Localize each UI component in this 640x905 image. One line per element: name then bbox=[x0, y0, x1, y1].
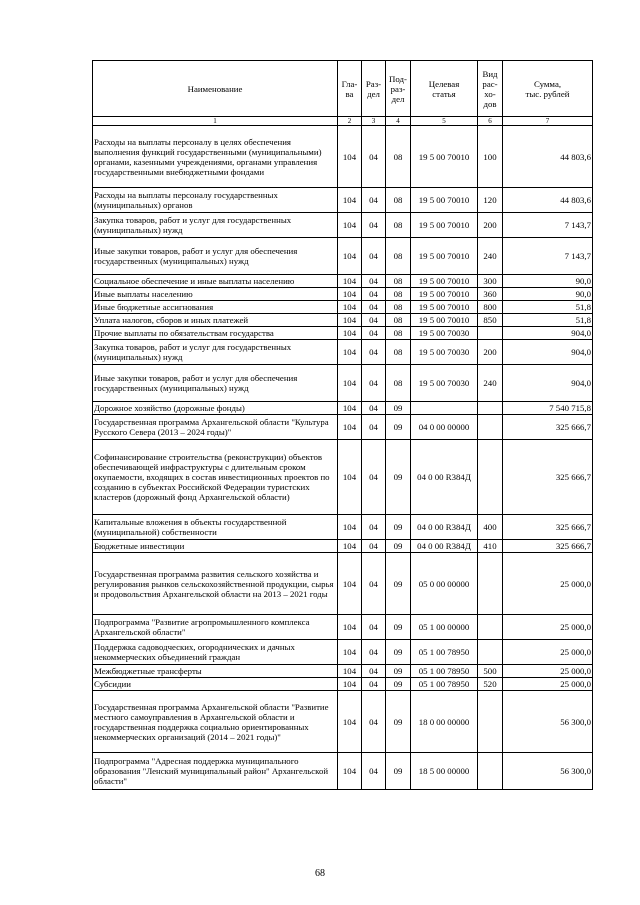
row-chapter: 104 bbox=[338, 275, 362, 288]
row-expense-type: 240 bbox=[478, 238, 503, 275]
row-expense-type: 240 bbox=[478, 365, 503, 402]
row-chapter: 104 bbox=[338, 238, 362, 275]
row-expense-type: 410 bbox=[478, 540, 503, 553]
row-sum: 25 000,0 bbox=[503, 615, 593, 640]
row-target-article bbox=[411, 402, 478, 415]
row-name: Расходы на выплаты персоналу в целях обеспечения выполнения функций государственными (муниципальными) органами, казенными учреждениями, органами управления государственными внебюджетными фондами bbox=[93, 126, 338, 188]
row-sum: 25 000,0 bbox=[503, 665, 593, 678]
row-subsection: 09 bbox=[386, 615, 411, 640]
row-name: Капитальные вложения в объекты государственной (муниципальной) собственности bbox=[93, 515, 338, 540]
row-sum: 904,0 bbox=[503, 365, 593, 402]
row-name: Бюджетные инвестиции bbox=[93, 540, 338, 553]
row-sum: 7 540 715,8 bbox=[503, 402, 593, 415]
table-row bbox=[93, 665, 593, 678]
row-name: Дорожное хозяйство (дорожные фонды) bbox=[93, 402, 338, 415]
table-row bbox=[93, 188, 593, 213]
header-sum: Сумма, тыс. рублей bbox=[503, 61, 593, 117]
table-body bbox=[93, 126, 593, 790]
row-subsection: 09 bbox=[386, 678, 411, 691]
row-subsection: 08 bbox=[386, 238, 411, 275]
row-chapter: 104 bbox=[338, 753, 362, 790]
row-section: 04 bbox=[362, 213, 386, 238]
row-target-article: 19 5 00 70030 bbox=[411, 365, 478, 402]
row-chapter: 104 bbox=[338, 365, 362, 402]
table-row bbox=[93, 753, 593, 790]
row-target-article: 04 0 00 00000 bbox=[411, 415, 478, 440]
table-row bbox=[93, 340, 593, 365]
header-subsection: Под- раз- дел bbox=[386, 61, 411, 117]
column-numbers-row bbox=[93, 117, 593, 126]
row-subsection: 08 bbox=[386, 275, 411, 288]
row-subsection: 08 bbox=[386, 213, 411, 238]
row-subsection: 08 bbox=[386, 365, 411, 402]
row-target-article: 18 5 00 00000 bbox=[411, 753, 478, 790]
row-expense-type bbox=[478, 415, 503, 440]
row-section: 04 bbox=[362, 665, 386, 678]
row-section: 04 bbox=[362, 340, 386, 365]
table-header bbox=[93, 61, 593, 126]
header-section: Раз- дел bbox=[362, 61, 386, 117]
row-chapter: 104 bbox=[338, 301, 362, 314]
row-name: Прочие выплаты по обязательствам государства bbox=[93, 327, 338, 340]
row-section: 04 bbox=[362, 615, 386, 640]
row-section: 04 bbox=[362, 553, 386, 615]
row-expense-type: 500 bbox=[478, 665, 503, 678]
row-chapter: 104 bbox=[338, 288, 362, 301]
row-subsection: 09 bbox=[386, 691, 411, 753]
row-chapter: 104 bbox=[338, 314, 362, 327]
table-row bbox=[93, 365, 593, 402]
row-subsection: 09 bbox=[386, 415, 411, 440]
row-target-article: 18 0 00 00000 bbox=[411, 691, 478, 753]
row-sum: 7 143,7 bbox=[503, 238, 593, 275]
row-section: 04 bbox=[362, 753, 386, 790]
row-name: Субсидии bbox=[93, 678, 338, 691]
row-target-article: 04 0 00 R384Д bbox=[411, 440, 478, 515]
row-target-article: 19 5 00 70010 bbox=[411, 288, 478, 301]
row-sum: 25 000,0 bbox=[503, 553, 593, 615]
table-row bbox=[93, 126, 593, 188]
row-section: 04 bbox=[362, 301, 386, 314]
table-row bbox=[93, 301, 593, 314]
row-chapter: 104 bbox=[338, 691, 362, 753]
row-expense-type: 100 bbox=[478, 126, 503, 188]
table-row bbox=[93, 678, 593, 691]
row-name: Иные бюджетные ассигнования bbox=[93, 301, 338, 314]
column-number: 3 bbox=[362, 117, 386, 126]
row-chapter: 104 bbox=[338, 615, 362, 640]
row-section: 04 bbox=[362, 314, 386, 327]
table-row bbox=[93, 327, 593, 340]
row-subsection: 08 bbox=[386, 188, 411, 213]
table-row bbox=[93, 213, 593, 238]
row-expense-type: 300 bbox=[478, 275, 503, 288]
table-row bbox=[93, 238, 593, 275]
row-sum: 325 666,7 bbox=[503, 440, 593, 515]
row-sum: 44 803,6 bbox=[503, 188, 593, 213]
row-sum: 7 143,7 bbox=[503, 213, 593, 238]
row-section: 04 bbox=[362, 327, 386, 340]
row-chapter: 104 bbox=[338, 678, 362, 691]
row-chapter: 104 bbox=[338, 553, 362, 615]
column-number: 2 bbox=[338, 117, 362, 126]
row-expense-type: 520 bbox=[478, 678, 503, 691]
row-subsection: 09 bbox=[386, 753, 411, 790]
row-subsection: 09 bbox=[386, 640, 411, 665]
row-expense-type: 360 bbox=[478, 288, 503, 301]
column-number: 7 bbox=[503, 117, 593, 126]
row-name: Государственная программа развития сельского хозяйства и регулирования рынков сельскохозяйственной продукции, сырья и продовольствия Архангельской области на 2013 – 2021 годы bbox=[93, 553, 338, 615]
column-number: 5 bbox=[411, 117, 478, 126]
row-name: Иные выплаты населению bbox=[93, 288, 338, 301]
row-section: 04 bbox=[362, 640, 386, 665]
table-row bbox=[93, 288, 593, 301]
row-expense-type bbox=[478, 753, 503, 790]
row-subsection: 09 bbox=[386, 553, 411, 615]
row-name: Поддержка садоводческих, огороднических и дачных некоммерческих объединений граждан bbox=[93, 640, 338, 665]
row-name: Межбюджетные трансферты bbox=[93, 665, 338, 678]
row-name: Социальное обеспечение и иные выплаты населению bbox=[93, 275, 338, 288]
row-sum: 904,0 bbox=[503, 340, 593, 365]
row-expense-type: 120 bbox=[478, 188, 503, 213]
row-subsection: 09 bbox=[386, 665, 411, 678]
row-chapter: 104 bbox=[338, 640, 362, 665]
row-expense-type bbox=[478, 402, 503, 415]
row-expense-type: 200 bbox=[478, 340, 503, 365]
row-target-article: 19 5 00 70030 bbox=[411, 327, 478, 340]
row-section: 04 bbox=[362, 678, 386, 691]
row-section: 04 bbox=[362, 238, 386, 275]
row-subsection: 08 bbox=[386, 327, 411, 340]
row-expense-type: 400 bbox=[478, 515, 503, 540]
row-target-article: 19 5 00 70030 bbox=[411, 340, 478, 365]
table-row bbox=[93, 515, 593, 540]
row-name: Расходы на выплаты персоналу государственных (муниципальных) органов bbox=[93, 188, 338, 213]
row-target-article: 04 0 00 R384Д bbox=[411, 540, 478, 553]
row-target-article: 19 5 00 70010 bbox=[411, 238, 478, 275]
column-number: 4 bbox=[386, 117, 411, 126]
row-section: 04 bbox=[362, 275, 386, 288]
table-row bbox=[93, 440, 593, 515]
row-name: Государственная программа Архангельской области "Культура Русского Севера (2013 – 2024 годы)" bbox=[93, 415, 338, 440]
row-target-article: 05 1 00 78950 bbox=[411, 640, 478, 665]
row-sum: 56 300,0 bbox=[503, 691, 593, 753]
row-expense-type: 200 bbox=[478, 213, 503, 238]
row-subsection: 08 bbox=[386, 340, 411, 365]
row-chapter: 104 bbox=[338, 188, 362, 213]
row-subsection: 09 bbox=[386, 402, 411, 415]
row-name: Закупка товаров, работ и услуг для государственных (муниципальных) нужд bbox=[93, 213, 338, 238]
row-subsection: 09 bbox=[386, 515, 411, 540]
table-row bbox=[93, 402, 593, 415]
row-section: 04 bbox=[362, 515, 386, 540]
row-section: 04 bbox=[362, 540, 386, 553]
page-number: 68 bbox=[315, 868, 325, 879]
row-target-article: 19 5 00 70010 bbox=[411, 188, 478, 213]
row-name: Иные закупки товаров, работ и услуг для обеспечения государственных (муниципальных) нужд bbox=[93, 238, 338, 275]
row-expense-type bbox=[478, 440, 503, 515]
row-name: Подпрограмма "Развитие агропромышленного комплекса Архангельской области" bbox=[93, 615, 338, 640]
row-sum: 25 000,0 bbox=[503, 678, 593, 691]
row-name: Государственная программа Архангельской области "Развитие местного самоуправления в Архангельской области и государственная поддержка социально ориентированных некоммерческих организаций (2014 – 2021 годы)" bbox=[93, 691, 338, 753]
row-sum: 325 666,7 bbox=[503, 540, 593, 553]
table-row bbox=[93, 275, 593, 288]
row-sum: 90,0 bbox=[503, 288, 593, 301]
row-chapter: 104 bbox=[338, 327, 362, 340]
header-chapter: Гла- ва bbox=[338, 61, 362, 117]
row-sum: 90,0 bbox=[503, 275, 593, 288]
row-section: 04 bbox=[362, 365, 386, 402]
table-row bbox=[93, 415, 593, 440]
row-subsection: 08 bbox=[386, 126, 411, 188]
row-target-article: 19 5 00 70010 bbox=[411, 314, 478, 327]
row-expense-type: 850 bbox=[478, 314, 503, 327]
row-chapter: 104 bbox=[338, 213, 362, 238]
row-expense-type: 800 bbox=[478, 301, 503, 314]
row-sum: 51,8 bbox=[503, 314, 593, 327]
row-sum: 44 803,6 bbox=[503, 126, 593, 188]
row-name: Закупка товаров, работ и услуг для государственных (муниципальных) нужд bbox=[93, 340, 338, 365]
row-target-article: 04 0 00 R384Д bbox=[411, 515, 478, 540]
row-sum: 904,0 bbox=[503, 327, 593, 340]
row-section: 04 bbox=[362, 126, 386, 188]
table-row bbox=[93, 640, 593, 665]
row-subsection: 09 bbox=[386, 540, 411, 553]
row-subsection: 08 bbox=[386, 288, 411, 301]
row-sum: 325 666,7 bbox=[503, 415, 593, 440]
row-expense-type bbox=[478, 327, 503, 340]
row-expense-type bbox=[478, 615, 503, 640]
row-section: 04 bbox=[362, 440, 386, 515]
row-section: 04 bbox=[362, 402, 386, 415]
row-target-article: 19 5 00 70010 bbox=[411, 126, 478, 188]
table-row bbox=[93, 615, 593, 640]
row-name: Подпрограмма "Адресная поддержка муниципального образования "Ленский муниципальный район" Архангельской области" bbox=[93, 753, 338, 790]
row-expense-type bbox=[478, 691, 503, 753]
row-sum: 25 000,0 bbox=[503, 640, 593, 665]
row-chapter: 104 bbox=[338, 515, 362, 540]
row-sum: 51,8 bbox=[503, 301, 593, 314]
row-target-article: 05 1 00 78950 bbox=[411, 678, 478, 691]
table-row bbox=[93, 691, 593, 753]
row-subsection: 09 bbox=[386, 440, 411, 515]
column-number: 1 bbox=[93, 117, 338, 126]
row-target-article: 19 5 00 70010 bbox=[411, 213, 478, 238]
row-target-article: 19 5 00 70010 bbox=[411, 301, 478, 314]
row-chapter: 104 bbox=[338, 340, 362, 365]
table-row bbox=[93, 314, 593, 327]
row-name: Уплата налогов, сборов и иных платежей bbox=[93, 314, 338, 327]
row-section: 04 bbox=[362, 188, 386, 213]
row-chapter: 104 bbox=[338, 126, 362, 188]
table-row bbox=[93, 553, 593, 615]
row-sum: 56 300,0 bbox=[503, 753, 593, 790]
row-target-article: 05 0 00 00000 bbox=[411, 553, 478, 615]
header-expense-type: Вид рас- хо- дов bbox=[478, 61, 503, 117]
row-chapter: 104 bbox=[338, 665, 362, 678]
row-name: Софинансирование строительства (реконструкции) объектов обеспечивающей инфраструктуры с длительным сроком окупаемости, входящих в состав инвестиционных проектов по созданию в субъектах Российской Федерации туристских кластеров (дорожный фонд Архангельской области) bbox=[93, 440, 338, 515]
row-section: 04 bbox=[362, 415, 386, 440]
row-section: 04 bbox=[362, 288, 386, 301]
row-target-article: 19 5 00 70010 bbox=[411, 275, 478, 288]
row-chapter: 104 bbox=[338, 415, 362, 440]
budget-table bbox=[92, 60, 593, 790]
row-sum: 325 666,7 bbox=[503, 515, 593, 540]
row-chapter: 104 bbox=[338, 540, 362, 553]
row-subsection: 08 bbox=[386, 314, 411, 327]
header-target: Целевая статья bbox=[411, 61, 478, 117]
row-expense-type bbox=[478, 553, 503, 615]
row-subsection: 08 bbox=[386, 301, 411, 314]
row-target-article: 05 1 00 78950 bbox=[411, 665, 478, 678]
table-row bbox=[93, 540, 593, 553]
column-number: 6 bbox=[478, 117, 503, 126]
header-name: Наименование bbox=[93, 61, 338, 117]
row-chapter: 104 bbox=[338, 440, 362, 515]
row-target-article: 05 1 00 00000 bbox=[411, 615, 478, 640]
row-expense-type bbox=[478, 640, 503, 665]
row-section: 04 bbox=[362, 691, 386, 753]
row-chapter: 104 bbox=[338, 402, 362, 415]
row-name: Иные закупки товаров, работ и услуг для обеспечения государственных (муниципальных) нужд bbox=[93, 365, 338, 402]
